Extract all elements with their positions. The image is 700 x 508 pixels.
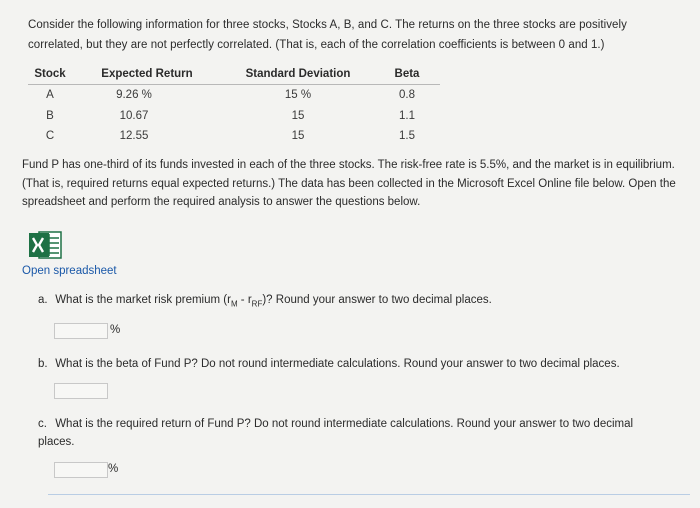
cell-beta: 0.8 bbox=[399, 89, 415, 102]
bottom-divider bbox=[48, 494, 690, 495]
cell-expected-return: 12.55 bbox=[119, 130, 149, 143]
cell-std-dev: 15 bbox=[291, 130, 305, 143]
answer-a-input[interactable] bbox=[54, 323, 108, 339]
cell-beta: 1.5 bbox=[399, 130, 415, 143]
excel-spreadsheet-icon[interactable] bbox=[27, 230, 63, 260]
table-row bbox=[28, 85, 440, 106]
question-c-text: What is the required return of Fund P? Do not round intermediate calculations. Round your answer to two decimal places. bbox=[38, 418, 634, 448]
question-a-text: What is the market risk premium $(r_M - r_{RF})$? Round your answer to two decimal places. bbox=[55, 294, 492, 309]
stocks-table bbox=[28, 64, 440, 147]
question-c bbox=[38, 415, 668, 451]
question-b-label: b. bbox=[38, 358, 48, 370]
cell-beta: 1.1 bbox=[399, 109, 415, 122]
table-row bbox=[28, 126, 440, 147]
answer-b-input[interactable] bbox=[54, 383, 108, 399]
header-stock: Stock bbox=[28, 64, 72, 85]
question-b-text: What is the beta of Fund P? Do not round intermediate calculations. Round your answer to two decimal places. bbox=[55, 358, 620, 370]
header-expected-return: Expected Return bbox=[72, 64, 222, 85]
question-a-label: a. bbox=[38, 294, 48, 306]
cell-stock: B bbox=[46, 109, 54, 122]
question-c-label: c. bbox=[38, 418, 47, 430]
cell-stock: C bbox=[45, 130, 55, 143]
question-b bbox=[38, 355, 678, 373]
cell-expected-return: 9.26 % bbox=[116, 89, 152, 102]
cell-std-dev: 15 % bbox=[284, 89, 312, 102]
cell-stock: A bbox=[46, 89, 54, 102]
table-header-row bbox=[28, 64, 440, 85]
fund-description: Fund P has one-third of its funds invested in each of the three stocks. The risk-free rate is 5.5%, and the market is in equilibrium. (That is, required returns equal expected returns.) The data has been collected in the Microsoft Excel Online file below. Open the spreadsheet and perform the required analysis to answer the questions below. bbox=[22, 159, 676, 208]
question-a bbox=[38, 291, 678, 313]
table-row bbox=[28, 106, 440, 127]
open-spreadsheet-link[interactable]: Open spreadsheet bbox=[22, 265, 117, 277]
answer-c-unit: % bbox=[108, 463, 119, 475]
cell-std-dev: 15 bbox=[291, 109, 305, 122]
answer-a-unit: % bbox=[110, 324, 121, 336]
header-std-dev: Standard Deviation bbox=[222, 64, 374, 85]
header-beta: Beta bbox=[374, 64, 440, 85]
intro-text: Consider the following information for three stocks, Stocks A, B, and C. The returns on the three stocks are positively correlated, but they are not perfectly correlated. (That is, each of the correlation coefficients is between 0 and 1.) bbox=[28, 19, 627, 51]
answer-c-input[interactable] bbox=[54, 462, 108, 478]
cell-expected-return: 10.67 bbox=[119, 109, 149, 122]
